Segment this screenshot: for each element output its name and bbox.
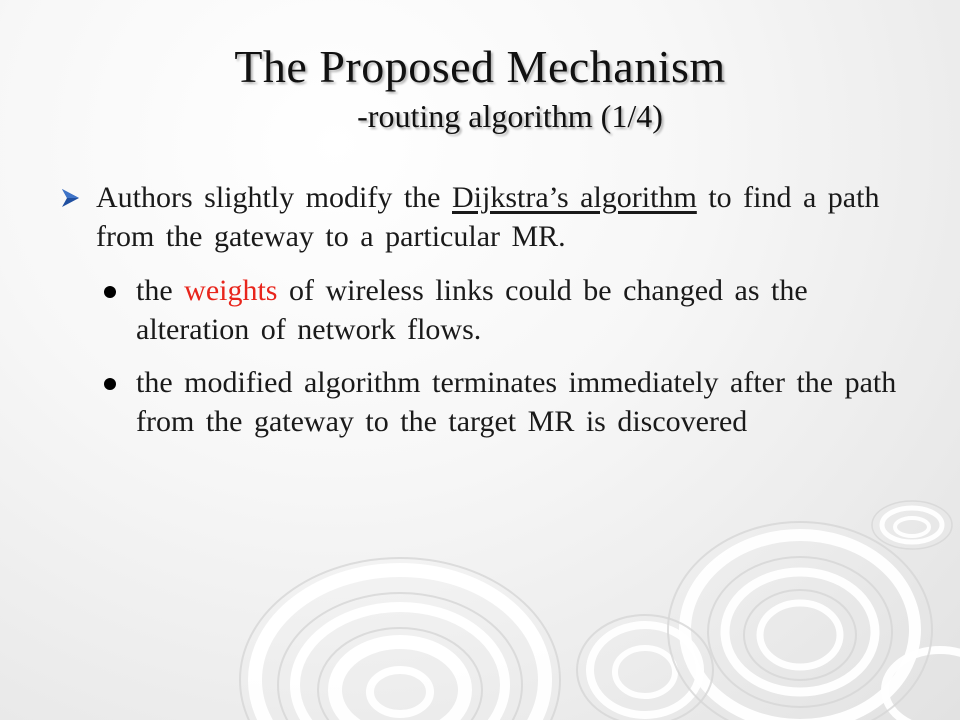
- weights-highlight: weights: [184, 274, 278, 307]
- sub-bullet-1-text-2: of wireless links could be changed as the alteration of network flows.: [136, 274, 808, 346]
- sub-bullet-2-text: the modified algorithm terminates immediately after the path from the gateway to the target MR is discovered: [136, 366, 897, 438]
- sub-bullet-terminate: [96, 363, 910, 441]
- sub-bullet-1-text-1: the: [136, 274, 185, 307]
- main-bullet-text-1: Authors slightly modify the: [96, 181, 452, 214]
- dijkstra-link-text: Dijkstra’s algorithm: [452, 181, 697, 214]
- main-bullet: [60, 178, 910, 256]
- dot-bullet-icon: [104, 286, 116, 298]
- main-bullet-text-2: to find a path from the gateway to a particular MR.: [96, 181, 880, 253]
- slide-subtitle: -routing algorithm (1/4): [357, 98, 663, 134]
- sub-bullet-list: [60, 271, 910, 441]
- slide-content: [60, 178, 910, 455]
- dot-bullet-icon: [104, 378, 116, 390]
- title-block: [0, 40, 960, 136]
- sub-bullet-weights: [96, 271, 910, 349]
- arrow-bullet-icon: [60, 188, 80, 208]
- slide-title: The Proposed Mechanism: [234, 41, 726, 92]
